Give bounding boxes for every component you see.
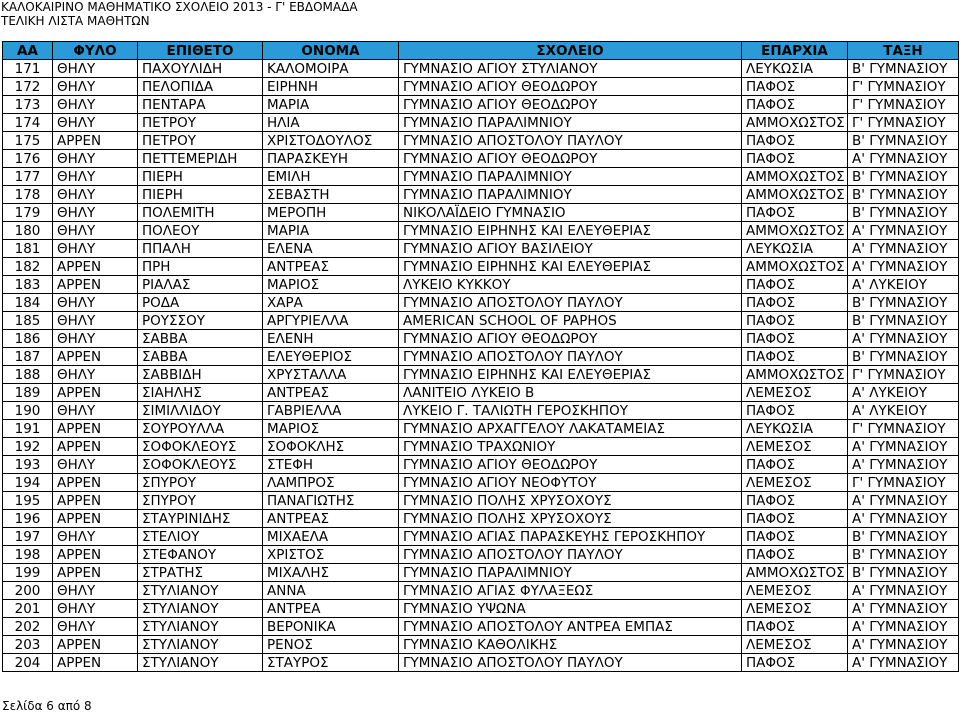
table-row: [3, 132, 959, 150]
cell-class: Α' ΛΥΚΕΙΟΥ: [848, 276, 959, 294]
cell-class: Γ' ΓΥΜΝΑΣΙΟΥ: [848, 78, 959, 96]
cell-surname: ΠΕΤΡΟΥ: [138, 132, 263, 150]
cell-gender: ΘΗΛΥ: [53, 60, 138, 78]
cell-surname: ΣΟΥΡΟΥΛΛΑ: [138, 420, 263, 438]
cell-surname: ΣΤΕΦΑΝΟΥ: [138, 546, 263, 564]
table-row: [3, 474, 959, 492]
cell-aa: 180: [3, 222, 53, 240]
cell-gender: ΘΗΛΥ: [53, 330, 138, 348]
document-header: [1, 0, 358, 28]
cell-class: Α' ΓΥΜΝΑΣΙΟΥ: [848, 618, 959, 636]
table-row: [3, 204, 959, 222]
cell-district: ΑΜΜΟΧΩΣΤΟΣ: [742, 168, 848, 186]
cell-aa: 204: [3, 654, 53, 672]
cell-school: ΓΥΜΝΑΣΙΟ ΑΠΟΣΤΟΛΟΥ ΠΑΥΛΟΥ: [399, 294, 742, 312]
cell-surname: ΠΕΤΤΕΜΕΡΙΔΗ: [138, 150, 263, 168]
cell-first-name: ΜΑΡΙΑ: [263, 222, 399, 240]
cell-first-name: ΑΡΓΥΡΙΕΛΛΑ: [263, 312, 399, 330]
table-row: [3, 546, 959, 564]
cell-first-name: ΜΙΧΑΕΛΑ: [263, 528, 399, 546]
cell-first-name: ΜΕΡΟΠΗ: [263, 204, 399, 222]
cell-surname: ΠΙΕΡΗ: [138, 168, 263, 186]
cell-gender: ΘΗΛΥ: [53, 78, 138, 96]
cell-school: ΓΥΜΝΑΣΙΟ ΑΓΙΟΥ ΘΕΟΔΩΡΟΥ: [399, 96, 742, 114]
cell-gender: ΘΗΛΥ: [53, 582, 138, 600]
cell-first-name: ΛΑΜΠΡΟΣ: [263, 474, 399, 492]
table-row: [3, 78, 959, 96]
cell-school: ΓΥΜΝΑΣΙΟ ΑΓΙΑΣ ΦΥΛΑΞΕΩΣ: [399, 582, 742, 600]
table-row: [3, 114, 959, 132]
page-number: Σελίδα 6 από 8: [2, 699, 92, 713]
table-header-row: [3, 42, 959, 60]
table-row: [3, 438, 959, 456]
cell-surname: ΡΟΥΣΣΟΥ: [138, 312, 263, 330]
cell-aa: 190: [3, 402, 53, 420]
cell-district: ΠΑΦΟΣ: [742, 456, 848, 474]
cell-aa: 176: [3, 150, 53, 168]
cell-surname: ΣΟΦΟΚΛΕΟΥΣ: [138, 438, 263, 456]
document-subtitle: ΤΕΛΙΚΗ ΛΙΣΤΑ ΜΑΘΗΤΩΝ: [1, 14, 150, 28]
cell-class: Β' ΓΥΜΝΑΣΙΟΥ: [848, 294, 959, 312]
cell-aa: 171: [3, 60, 53, 78]
cell-aa: 189: [3, 384, 53, 402]
cell-first-name: ΜΑΡΙΑ: [263, 96, 399, 114]
cell-surname: ΣΠΥΡΟΥ: [138, 492, 263, 510]
cell-district: ΛΕΜΕΣΟΣ: [742, 582, 848, 600]
cell-gender: ΑΡΡΕΝ: [53, 348, 138, 366]
table-row: [3, 492, 959, 510]
table-row: [3, 222, 959, 240]
cell-district: ΠΑΦΟΣ: [742, 510, 848, 528]
cell-gender: ΘΗΛΥ: [53, 222, 138, 240]
cell-class: Α' ΓΥΜΝΑΣΙΟΥ: [848, 636, 959, 654]
cell-aa: 202: [3, 618, 53, 636]
cell-first-name: ΠΑΝΑΓΙΩΤΗΣ: [263, 492, 399, 510]
cell-gender: ΘΗΛΥ: [53, 168, 138, 186]
cell-aa: 197: [3, 528, 53, 546]
cell-district: ΠΑΦΟΣ: [742, 78, 848, 96]
cell-first-name: ΓΑΒΡΙΕΛΛΑ: [263, 402, 399, 420]
cell-district: ΛΕΥΚΩΣΙΑ: [742, 60, 848, 78]
cell-aa: 177: [3, 168, 53, 186]
cell-class: Β' ΓΥΜΝΑΣΙΟΥ: [848, 186, 959, 204]
table-row: [3, 312, 959, 330]
cell-aa: 201: [3, 600, 53, 618]
cell-aa: 199: [3, 564, 53, 582]
table-row: [3, 294, 959, 312]
cell-surname: ΣΠΥΡΟΥ: [138, 474, 263, 492]
cell-class: Α' ΓΥΜΝΑΣΙΟΥ: [848, 438, 959, 456]
cell-first-name: ΑΝΤΡΕΑΣ: [263, 258, 399, 276]
table-row: [3, 564, 959, 582]
cell-school: ΓΥΜΝΑΣΙΟ ΠΟΛΗΣ ΧΡΥΣΟΧΟΥΣ: [399, 492, 742, 510]
cell-surname: ΠΠΑΛΗ: [138, 240, 263, 258]
cell-first-name: ΑΝΤΡΕΑ: [263, 600, 399, 618]
cell-first-name: ΒΕΡΟΝΙΚΑ: [263, 618, 399, 636]
cell-school: ΓΥΜΝΑΣΙΟ ΥΨΩΝΑ: [399, 600, 742, 618]
cell-class: Γ' ΓΥΜΝΑΣΙΟΥ: [848, 474, 959, 492]
cell-district: ΑΜΜΟΧΩΣΤΟΣ: [742, 114, 848, 132]
cell-gender: ΑΡΡΕΝ: [53, 258, 138, 276]
table-row: [3, 258, 959, 276]
cell-class: Β' ΓΥΜΝΑΣΙΟΥ: [848, 168, 959, 186]
cell-surname: ΠΟΛΕΜΙΤΗ: [138, 204, 263, 222]
cell-gender: ΘΗΛΥ: [53, 528, 138, 546]
cell-first-name: ΗΛΙΑ: [263, 114, 399, 132]
cell-class: Α' ΓΥΜΝΑΣΙΟΥ: [848, 510, 959, 528]
cell-district: ΠΑΦΟΣ: [742, 96, 848, 114]
cell-class: Γ' ΓΥΜΝΑΣΙΟΥ: [848, 96, 959, 114]
cell-school: ΓΥΜΝΑΣΙΟ ΠΑΡΑΛΙΜΝΙΟΥ: [399, 168, 742, 186]
cell-school: ΓΥΜΝΑΣΙΟ ΑΓΙΟΥ ΝΕΟΦΥΤΟΥ: [399, 474, 742, 492]
cell-aa: 186: [3, 330, 53, 348]
cell-school: ΛΥΚΕΙΟ Γ. ΤΑΛΙΩΤΗ ΓΕΡΟΣΚΗΠΟΥ: [399, 402, 742, 420]
cell-district: ΠΑΦΟΣ: [742, 654, 848, 672]
cell-district: ΠΑΦΟΣ: [742, 312, 848, 330]
cell-school: ΓΥΜΝΑΣΙΟ ΑΠΟΣΤΟΛΟΥ ΠΑΥΛΟΥ: [399, 348, 742, 366]
cell-district: ΠΑΦΟΣ: [742, 276, 848, 294]
header-class: ΤΑΞΗ: [848, 42, 959, 60]
cell-aa: 172: [3, 78, 53, 96]
header-district: ΕΠΑΡΧΙΑ: [742, 42, 848, 60]
table-row: [3, 528, 959, 546]
cell-aa: 192: [3, 438, 53, 456]
cell-class: Α' ΓΥΜΝΑΣΙΟΥ: [848, 492, 959, 510]
table-row: [3, 420, 959, 438]
cell-first-name: ΧΡΥΣΤΑΛΛΑ: [263, 366, 399, 384]
cell-surname: ΣΤΥΛΙΑΝΟΥ: [138, 636, 263, 654]
cell-aa: 198: [3, 546, 53, 564]
cell-aa: 200: [3, 582, 53, 600]
cell-district: ΛΕΜΕΣΟΣ: [742, 438, 848, 456]
cell-class: Α' ΛΥΚΕΙΟΥ: [848, 402, 959, 420]
cell-first-name: ΑΝΤΡΕΑΣ: [263, 384, 399, 402]
table-row: [3, 186, 959, 204]
document-title: ΚΑΛΟΚΑΙΡΙΝΟ ΜΑΘΗΜΑΤΙΚΟ ΣΧΟΛΕΙΟ 2013 - Γ' ΕΒΔΟΜΑΔΑ: [1, 0, 358, 14]
cell-district: ΠΑΦΟΣ: [742, 528, 848, 546]
cell-surname: ΠΙΕΡΗ: [138, 186, 263, 204]
cell-district: ΠΑΦΟΣ: [742, 150, 848, 168]
cell-gender: ΘΗΛΥ: [53, 456, 138, 474]
cell-first-name: ΣΤΑΥΡΟΣ: [263, 654, 399, 672]
cell-class: Α' ΓΥΜΝΑΣΙΟΥ: [848, 456, 959, 474]
cell-class: Α' ΓΥΜΝΑΣΙΟΥ: [848, 330, 959, 348]
cell-school: ΝΙΚΟΛΑΪΔΕΙΟ ΓΥΜΝΑΣΙΟ: [399, 204, 742, 222]
cell-first-name: ΜΑΡΙΟΣ: [263, 420, 399, 438]
cell-surname: ΠΡΗ: [138, 258, 263, 276]
cell-aa: 175: [3, 132, 53, 150]
cell-first-name: ΜΙΧΑΛΗΣ: [263, 564, 399, 582]
cell-school: ΓΥΜΝΑΣΙΟ ΠΑΡΑΛΙΜΝΙΟΥ: [399, 114, 742, 132]
cell-gender: ΑΡΡΕΝ: [53, 546, 138, 564]
student-table: [2, 41, 959, 672]
cell-gender: ΘΗΛΥ: [53, 312, 138, 330]
cell-district: ΑΜΜΟΧΩΣΤΟΣ: [742, 258, 848, 276]
cell-class: Γ' ΓΥΜΝΑΣΙΟΥ: [848, 420, 959, 438]
cell-class: Β' ΓΥΜΝΑΣΙΟΥ: [848, 60, 959, 78]
cell-district: ΠΑΦΟΣ: [742, 618, 848, 636]
cell-gender: ΘΗΛΥ: [53, 618, 138, 636]
cell-class: Α' ΓΥΜΝΑΣΙΟΥ: [848, 654, 959, 672]
cell-district: ΛΕΜΕΣΟΣ: [742, 474, 848, 492]
cell-gender: ΑΡΡΕΝ: [53, 132, 138, 150]
cell-class: Α' ΛΥΚΕΙΟΥ: [848, 384, 959, 402]
cell-district: ΛΕΜΕΣΟΣ: [742, 384, 848, 402]
table-row: [3, 402, 959, 420]
cell-first-name: ΧΡΙΣΤΟΔΟΥΛΟΣ: [263, 132, 399, 150]
cell-aa: 194: [3, 474, 53, 492]
cell-school: ΓΥΜΝΑΣΙΟ ΕΙΡΗΝΗΣ ΚΑΙ ΕΛΕΥΘΕΡΙΑΣ: [399, 222, 742, 240]
cell-gender: ΑΡΡΕΝ: [53, 654, 138, 672]
table-row: [3, 60, 959, 78]
cell-first-name: ΕΙΡΗΝΗ: [263, 78, 399, 96]
cell-surname: ΠΕΤΡΟΥ: [138, 114, 263, 132]
cell-class: Β' ΓΥΜΝΑΣΙΟΥ: [848, 564, 959, 582]
cell-school: ΓΥΜΝΑΣΙΟ ΚΑΘΟΛΙΚΗΣ: [399, 636, 742, 654]
header-aa: ΑΑ: [3, 42, 53, 60]
cell-first-name: ΠΑΡΑΣΚΕΥΗ: [263, 150, 399, 168]
cell-district: ΠΑΦΟΣ: [742, 330, 848, 348]
cell-surname: ΡΙΑΛΑΣ: [138, 276, 263, 294]
cell-class: Β' ΓΥΜΝΑΣΙΟΥ: [848, 132, 959, 150]
cell-surname: ΣΤΑΥΡΙΝΙΔΗΣ: [138, 510, 263, 528]
cell-surname: ΡΟΔΑ: [138, 294, 263, 312]
cell-surname: ΠΕΛΟΠΙΔΑ: [138, 78, 263, 96]
cell-surname: ΣΤΡΑΤΗΣ: [138, 564, 263, 582]
cell-first-name: ΕΛΕΝΗ: [263, 330, 399, 348]
cell-district: ΛΕΜΕΣΟΣ: [742, 600, 848, 618]
cell-first-name: ΑΝΤΡΕΑΣ: [263, 510, 399, 528]
cell-aa: 193: [3, 456, 53, 474]
table-row: [3, 150, 959, 168]
cell-aa: 183: [3, 276, 53, 294]
cell-aa: 182: [3, 258, 53, 276]
cell-first-name: ΣΕΒΑΣΤΗ: [263, 186, 399, 204]
cell-school: ΓΥΜΝΑΣΙΟ ΑΠΟΣΤΟΛΟΥ ΠΑΥΛΟΥ: [399, 546, 742, 564]
cell-gender: ΘΗΛΥ: [53, 114, 138, 132]
cell-district: ΑΜΜΟΧΩΣΤΟΣ: [742, 366, 848, 384]
cell-district: ΠΑΦΟΣ: [742, 294, 848, 312]
cell-aa: 191: [3, 420, 53, 438]
cell-aa: 184: [3, 294, 53, 312]
cell-district: ΛΕΥΚΩΣΙΑ: [742, 240, 848, 258]
cell-class: Β' ΓΥΜΝΑΣΙΟΥ: [848, 312, 959, 330]
cell-first-name: ΧΑΡΑ: [263, 294, 399, 312]
cell-aa: 178: [3, 186, 53, 204]
cell-district: ΛΕΥΚΩΣΙΑ: [742, 420, 848, 438]
cell-surname: ΣΤΥΛΙΑΝΟΥ: [138, 654, 263, 672]
cell-school: ΛΑΝΙΤΕΙΟ ΛΥΚΕΙΟ Β: [399, 384, 742, 402]
cell-first-name: ΡΕΝΟΣ: [263, 636, 399, 654]
cell-school: ΓΥΜΝΑΣΙΟ ΑΓΙΟΥ ΣΤΥΛΙΑΝΟΥ: [399, 60, 742, 78]
cell-first-name: ΣΟΦΟΚΛΗΣ: [263, 438, 399, 456]
cell-first-name: ΜΑΡΙΟΣ: [263, 276, 399, 294]
cell-first-name: ΧΡΙΣΤΟΣ: [263, 546, 399, 564]
header-gender: ΦΥΛΟ: [53, 42, 138, 60]
cell-surname: ΠΟΛΕΟΥ: [138, 222, 263, 240]
cell-class: Β' ΓΥΜΝΑΣΙΟΥ: [848, 528, 959, 546]
cell-school: ΓΥΜΝΑΣΙΟ ΕΙΡΗΝΗΣ ΚΑΙ ΕΛΕΥΘΕΡΙΑΣ: [399, 366, 742, 384]
cell-school: ΓΥΜΝΑΣΙΟ ΑΓΙΟΥ ΘΕΟΔΩΡΟΥ: [399, 78, 742, 96]
table-row: [3, 456, 959, 474]
cell-class: Γ' ΓΥΜΝΑΣΙΟΥ: [848, 114, 959, 132]
cell-first-name: ΑΝΝΑ: [263, 582, 399, 600]
cell-gender: ΘΗΛΥ: [53, 240, 138, 258]
cell-gender: ΑΡΡΕΝ: [53, 510, 138, 528]
cell-surname: ΣΤΕΛΙΟΥ: [138, 528, 263, 546]
cell-aa: 173: [3, 96, 53, 114]
cell-gender: ΑΡΡΕΝ: [53, 438, 138, 456]
table-row: [3, 240, 959, 258]
cell-surname: ΣΑΒΒΙΔΗ: [138, 366, 263, 384]
cell-district: ΠΑΦΟΣ: [742, 546, 848, 564]
cell-gender: ΑΡΡΕΝ: [53, 384, 138, 402]
cell-gender: ΑΡΡΕΝ: [53, 636, 138, 654]
cell-aa: 185: [3, 312, 53, 330]
cell-school: ΓΥΜΝΑΣΙΟ ΑΡΧΑΓΓΕΛΟΥ ΛΑΚΑΤΑΜΕΙΑΣ: [399, 420, 742, 438]
cell-aa: 181: [3, 240, 53, 258]
table-row: [3, 348, 959, 366]
table-row: [3, 636, 959, 654]
cell-surname: ΣΤΥΛΙΑΝΟΥ: [138, 618, 263, 636]
cell-school: ΓΥΜΝΑΣΙΟ ΠΑΡΑΛΙΜΝΙΟΥ: [399, 564, 742, 582]
cell-school: ΓΥΜΝΑΣΙΟ ΑΠΟΣΤΟΛΟΥ ΠΑΥΛΟΥ: [399, 132, 742, 150]
table-row: [3, 618, 959, 636]
header-first-name: ΟΝΟΜΑ: [263, 42, 399, 60]
cell-gender: ΘΗΛΥ: [53, 96, 138, 114]
cell-aa: 179: [3, 204, 53, 222]
table-row: [3, 330, 959, 348]
table-row: [3, 168, 959, 186]
cell-first-name: ΕΜΙΛΗ: [263, 168, 399, 186]
table-row: [3, 600, 959, 618]
cell-first-name: ΚΑΛΟΜΟΙΡΑ: [263, 60, 399, 78]
cell-surname: ΣΑΒΒΑ: [138, 330, 263, 348]
cell-surname: ΣΑΒΒΑ: [138, 348, 263, 366]
table-row: [3, 510, 959, 528]
cell-aa: 195: [3, 492, 53, 510]
table-row: [3, 96, 959, 114]
cell-gender: ΑΡΡΕΝ: [53, 564, 138, 582]
header-surname: ΕΠΙΘΕΤΟ: [138, 42, 263, 60]
cell-district: ΑΜΜΟΧΩΣΤΟΣ: [742, 564, 848, 582]
cell-district: ΠΑΦΟΣ: [742, 492, 848, 510]
cell-class: Α' ΓΥΜΝΑΣΙΟΥ: [848, 258, 959, 276]
cell-surname: ΣΙΑΗΛΗΣ: [138, 384, 263, 402]
cell-aa: 174: [3, 114, 53, 132]
cell-school: ΓΥΜΝΑΣΙΟ ΠΑΡΑΛΙΜΝΙΟΥ: [399, 186, 742, 204]
cell-gender: ΘΗΛΥ: [53, 294, 138, 312]
cell-gender: ΘΗΛΥ: [53, 204, 138, 222]
cell-school: ΓΥΜΝΑΣΙΟ ΑΓΙΟΥ ΘΕΟΔΩΡΟΥ: [399, 150, 742, 168]
cell-surname: ΣΤΥΛΙΑΝΟΥ: [138, 582, 263, 600]
table-row: [3, 654, 959, 672]
cell-class: Α' ΓΥΜΝΑΣΙΟΥ: [848, 150, 959, 168]
cell-gender: ΘΗΛΥ: [53, 402, 138, 420]
cell-first-name: ΣΤΕΦΗ: [263, 456, 399, 474]
cell-school: ΓΥΜΝΑΣΙΟ ΤΡΑΧΩΝΙΟΥ: [399, 438, 742, 456]
cell-school: ΓΥΜΝΑΣΙΟ ΠΟΛΗΣ ΧΡΥΣΟΧΟΥΣ: [399, 510, 742, 528]
cell-first-name: ΕΛΕΥΘΕΡΙΟΣ: [263, 348, 399, 366]
cell-gender: ΑΡΡΕΝ: [53, 420, 138, 438]
cell-district: ΑΜΜΟΧΩΣΤΟΣ: [742, 186, 848, 204]
cell-gender: ΘΗΛΥ: [53, 600, 138, 618]
cell-surname: ΣΟΦΟΚΛΕΟΥΣ: [138, 456, 263, 474]
cell-aa: 187: [3, 348, 53, 366]
cell-district: ΠΑΦΟΣ: [742, 348, 848, 366]
cell-class: Β' ΓΥΜΝΑΣΙΟΥ: [848, 348, 959, 366]
cell-surname: ΠΑΧΟΥΛΙΔΗ: [138, 60, 263, 78]
cell-surname: ΠΕΝΤΑΡΑ: [138, 96, 263, 114]
cell-school: ΛΥΚΕΙΟ ΚΥΚΚΟΥ: [399, 276, 742, 294]
cell-surname: ΣΙΜΙΛΛΙΔΟΥ: [138, 402, 263, 420]
table-body: [3, 60, 959, 672]
table-row: [3, 582, 959, 600]
cell-district: ΠΑΦΟΣ: [742, 402, 848, 420]
cell-class: Α' ΓΥΜΝΑΣΙΟΥ: [848, 222, 959, 240]
cell-class: Α' ΓΥΜΝΑΣΙΟΥ: [848, 600, 959, 618]
cell-surname: ΣΤΥΛΙΑΝΟΥ: [138, 600, 263, 618]
cell-district: ΠΑΦΟΣ: [742, 132, 848, 150]
table-row: [3, 276, 959, 294]
cell-gender: ΘΗΛΥ: [53, 366, 138, 384]
cell-gender: ΑΡΡΕΝ: [53, 474, 138, 492]
cell-aa: 203: [3, 636, 53, 654]
cell-class: Β' ΓΥΜΝΑΣΙΟΥ: [848, 546, 959, 564]
cell-school: ΓΥΜΝΑΣΙΟ ΕΙΡΗΝΗΣ ΚΑΙ ΕΛΕΥΘΕΡΙΑΣ: [399, 258, 742, 276]
cell-school: ΓΥΜΝΑΣΙΟ ΑΠΟΣΤΟΛΟΥ ΠΑΥΛΟΥ: [399, 654, 742, 672]
cell-class: Α' ΓΥΜΝΑΣΙΟΥ: [848, 582, 959, 600]
cell-class: Γ' ΓΥΜΝΑΣΙΟΥ: [848, 366, 959, 384]
cell-school: ΓΥΜΝΑΣΙΟ ΑΓΙΑΣ ΠΑΡΑΣΚΕΥΗΣ ΓΕΡΟΣΚΗΠΟΥ: [399, 528, 742, 546]
cell-district: ΑΜΜΟΧΩΣΤΟΣ: [742, 222, 848, 240]
table-row: [3, 366, 959, 384]
cell-gender: ΘΗΛΥ: [53, 150, 138, 168]
cell-school: ΓΥΜΝΑΣΙΟ ΑΠΟΣΤΟΛΟΥ ΑΝΤΡΕΑ ΕΜΠΑΣ: [399, 618, 742, 636]
cell-school: ΓΥΜΝΑΣΙΟ ΑΓΙΟΥ ΒΑΣΙΛΕΙΟΥ: [399, 240, 742, 258]
cell-district: ΠΑΦΟΣ: [742, 204, 848, 222]
cell-school: ΓΥΜΝΑΣΙΟ ΑΓΙΟΥ ΘΕΟΔΩΡΟΥ: [399, 456, 742, 474]
cell-gender: ΑΡΡΕΝ: [53, 492, 138, 510]
cell-aa: 196: [3, 510, 53, 528]
cell-gender: ΑΡΡΕΝ: [53, 276, 138, 294]
cell-aa: 188: [3, 366, 53, 384]
cell-class: Β' ΓΥΜΝΑΣΙΟΥ: [848, 204, 959, 222]
cell-class: Α' ΓΥΜΝΑΣΙΟΥ: [848, 240, 959, 258]
header-school: ΣΧΟΛΕΙΟ: [399, 42, 742, 60]
table-row: [3, 384, 959, 402]
cell-first-name: ΕΛΕΝΑ: [263, 240, 399, 258]
cell-gender: ΘΗΛΥ: [53, 186, 138, 204]
cell-school: AMERICAN SCHOOL OF PAPHOS: [399, 312, 742, 330]
cell-school: ΓΥΜΝΑΣΙΟ ΑΓΙΟΥ ΘΕΟΔΩΡΟΥ: [399, 330, 742, 348]
cell-district: ΛΕΜΕΣΟΣ: [742, 636, 848, 654]
